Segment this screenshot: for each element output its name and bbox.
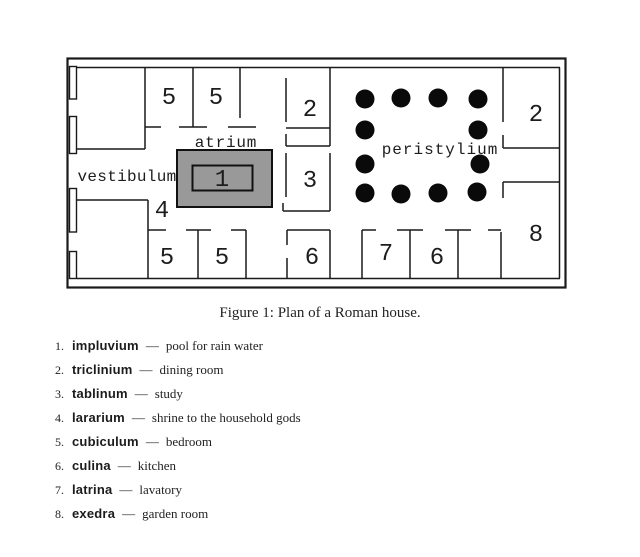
legend-item-number: 7. bbox=[55, 483, 64, 497]
left-wall-stubs bbox=[70, 67, 77, 279]
room-number-6: 6 bbox=[304, 245, 320, 272]
room-number-5: 5 bbox=[214, 245, 230, 272]
legend-item-term: culina bbox=[72, 458, 111, 473]
room-number-5: 5 bbox=[159, 245, 175, 272]
room-number-8: 8 bbox=[528, 222, 544, 249]
room-number-2: 2 bbox=[528, 102, 544, 129]
em-dash: — bbox=[145, 434, 159, 449]
room-number-5: 5 bbox=[208, 85, 224, 112]
legend-item-number: 6. bbox=[55, 459, 64, 473]
em-dash: — bbox=[134, 386, 148, 401]
legend-item-term: lararium bbox=[72, 410, 125, 425]
peristyle-column bbox=[356, 90, 375, 109]
legend-item-desc: study bbox=[154, 386, 183, 401]
peristyle-column bbox=[356, 184, 375, 203]
wall-stub bbox=[70, 189, 77, 233]
peristyle-column bbox=[469, 121, 488, 140]
peristyle-column bbox=[392, 185, 411, 204]
wall-stub bbox=[70, 252, 77, 279]
legend-item-number: 1. bbox=[55, 339, 64, 353]
legend-item-desc: garden room bbox=[142, 506, 209, 521]
figure-caption: Figure 1: Plan of a Roman house. bbox=[219, 305, 421, 321]
room-label-vestibulum: vestibulum bbox=[77, 168, 177, 186]
peristyle-column bbox=[468, 183, 487, 202]
legend-item-desc: shrine to the household gods bbox=[151, 410, 301, 425]
room-label-atrium: atrium bbox=[194, 134, 258, 152]
em-dash: — bbox=[117, 458, 131, 473]
em-dash: — bbox=[119, 482, 133, 497]
wall-stub bbox=[70, 117, 77, 154]
legend-item bbox=[46, 410, 301, 426]
legend-item-term: impluvium bbox=[72, 338, 139, 353]
room-number-3: 3 bbox=[302, 168, 318, 195]
em-dash: — bbox=[122, 506, 136, 521]
legend-item bbox=[46, 386, 301, 402]
legend-item-desc: lavatory bbox=[139, 482, 183, 497]
peristyle-column bbox=[469, 90, 488, 109]
room-label-peristylium: peristylium bbox=[381, 141, 499, 159]
legend-item-term: latrina bbox=[72, 482, 113, 497]
peristyle-column bbox=[429, 89, 448, 108]
legend-item-term: cubiculum bbox=[72, 434, 139, 449]
legend-item-desc: kitchen bbox=[137, 458, 177, 473]
legend-item bbox=[46, 458, 301, 474]
em-dash: — bbox=[145, 338, 159, 353]
legend-item bbox=[46, 338, 301, 354]
legend-item-term: exedra bbox=[72, 506, 116, 521]
legend-item-term: tablinum bbox=[72, 386, 128, 401]
room-number-5: 5 bbox=[161, 85, 177, 112]
legend-item-desc: pool for rain water bbox=[165, 338, 263, 353]
em-dash: — bbox=[131, 410, 145, 425]
room-number-2: 2 bbox=[302, 97, 318, 124]
legend-item-term: triclinium bbox=[72, 362, 133, 377]
legend-item-number: 8. bbox=[55, 507, 64, 521]
peristyle-column bbox=[356, 155, 375, 174]
wall-stub bbox=[70, 67, 77, 100]
legend-item bbox=[46, 362, 301, 378]
legend-item-number: 4. bbox=[55, 411, 64, 425]
legend-item bbox=[46, 482, 301, 498]
legend-item-desc: bedroom bbox=[165, 434, 213, 449]
room-number-7: 7 bbox=[378, 241, 394, 268]
peristyle-column bbox=[356, 121, 375, 140]
legend-item-number: 5. bbox=[55, 435, 64, 449]
legend-item-number: 2. bbox=[55, 363, 64, 377]
legend-item bbox=[46, 506, 301, 522]
legend bbox=[46, 338, 301, 530]
legend-item-number: 3. bbox=[55, 387, 64, 401]
room-number-6: 6 bbox=[429, 245, 445, 272]
room-number-1: 1 bbox=[214, 167, 230, 194]
legend-item bbox=[46, 434, 301, 450]
em-dash: — bbox=[139, 362, 153, 377]
room-number-4: 4 bbox=[154, 198, 170, 225]
legend-item-desc: dining room bbox=[159, 362, 224, 377]
peristyle-column bbox=[429, 184, 448, 203]
peristyle-column bbox=[392, 89, 411, 108]
